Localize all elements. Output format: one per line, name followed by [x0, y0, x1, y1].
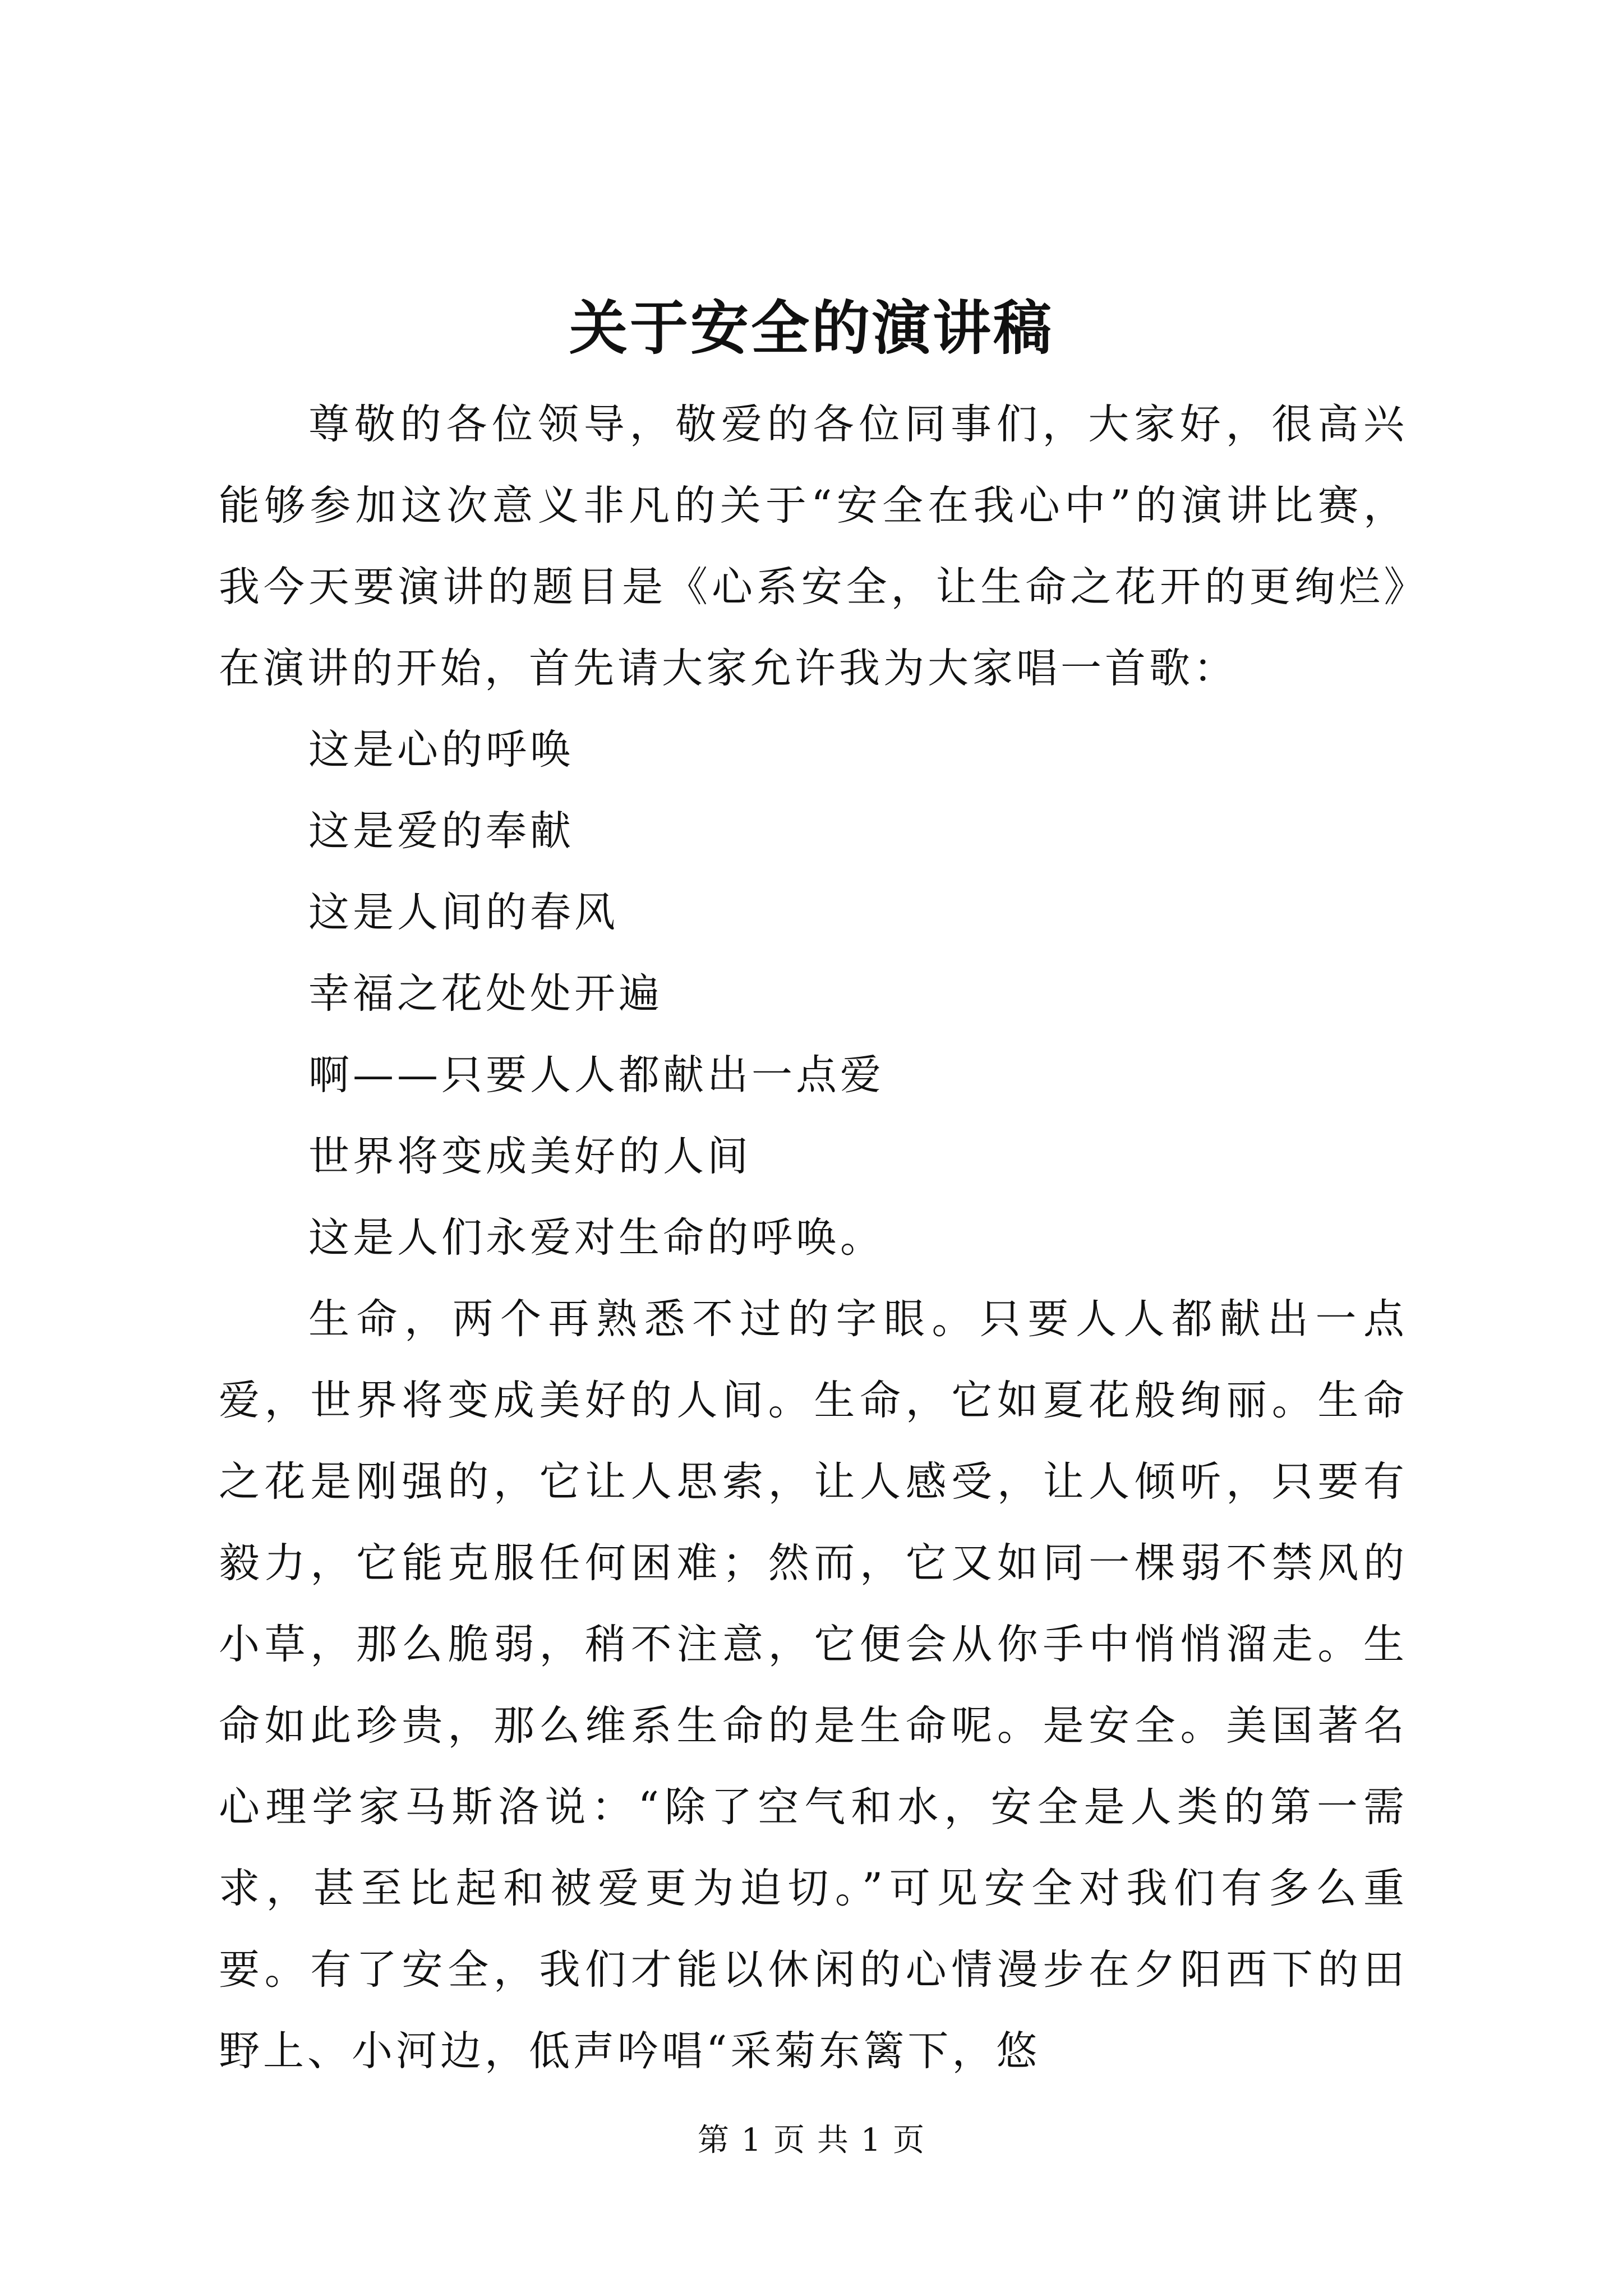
verse-line-2: 这是爱的奉献: [308, 807, 574, 855]
verse-line-5: 啊——只要人人都献出一点爱: [308, 1051, 884, 1099]
document-body: [219, 384, 1408, 2092]
verse-line-7: 这是人们永爱对生命的呼唤。: [308, 1214, 884, 1262]
verse-line-6: 世界将变成美好的人间: [308, 1133, 751, 1180]
verse-line-4: 幸福之花处处开遍: [308, 970, 663, 1018]
document-title: 关于安全的演讲稿: [569, 293, 1054, 362]
verse-line-3: 这是人间的春风: [308, 889, 619, 936]
paragraph-life: 生命，两个再熟悉不过的字眼。只要人人都献出一点爱，世界将变成美好的人间。生命，它如夏花般绚丽。生命之花是刚强的，它让人思索，让人感受，让人倾听，只要有毅力，它能克服任何困难；然而，它又如同一棵弱不禁风的小草，那么脆弱，稍不注意，它便会从你手中悄悄溜走。生命如此珍贵，那么维系生命的是生命呢。是安全。美国著名心理学家马斯洛说：“除了空气和水，安全是人类的第一需求，甚至比起和被爱更为迫切。”可见安全对我们有多么重要。有了安全，我们才能以休闲的心情漫步在夕阳西下的田野上、小河边，低声吟唱“采菊东篱下，悠: [219, 1295, 1408, 2075]
verse-line-1: 这是心的呼唤: [308, 726, 574, 774]
paragraph-intro: 尊敬的各位领导，敬爱的各位同事们，大家好，很高兴能够参加这次意义非凡的关于“安全在我心中”的演讲比赛，我今天要演讲的题目是《心系安全，让生命之花开的更绚烂》在演讲的开始，首先请大家允许我为大家唱一首歌：: [219, 401, 1408, 692]
page-number-footer: 第 1 页 共 1 页: [697, 2122, 926, 2159]
